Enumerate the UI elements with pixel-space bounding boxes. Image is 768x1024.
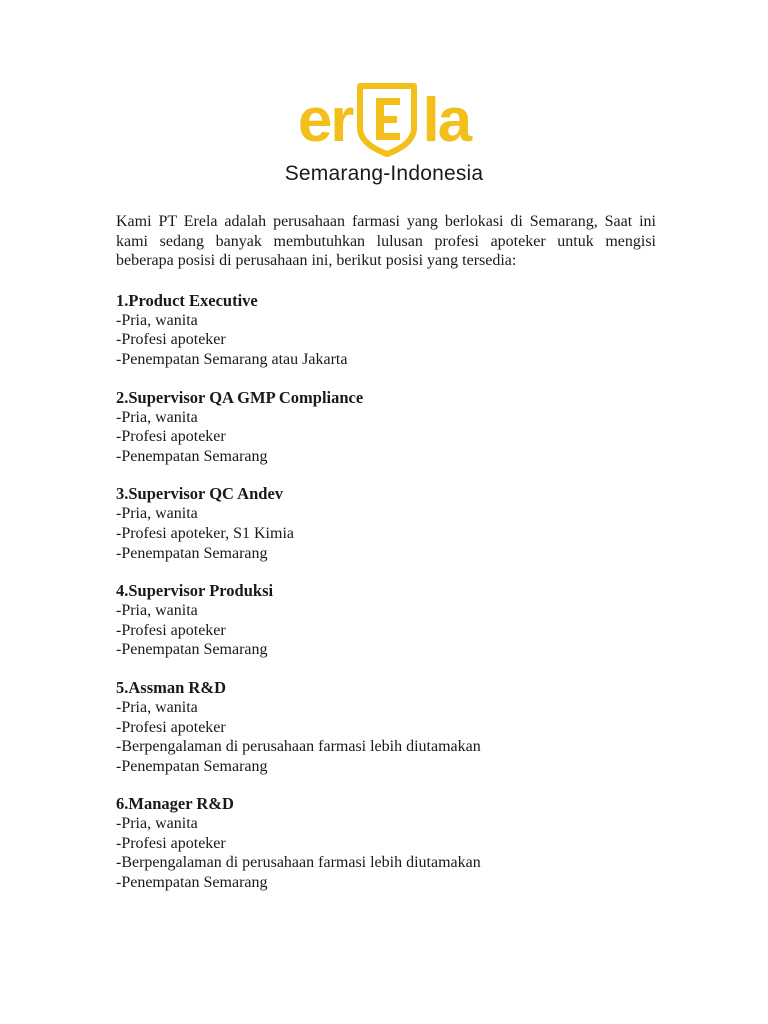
job-requirement: -Profesi apoteker	[116, 621, 226, 639]
job-requirement: -Berpengalaman di perusahaan farmasi lebih diutamakan	[116, 854, 481, 872]
document-body	[116, 212, 656, 911]
job-item	[116, 581, 656, 660]
job-requirement: -Profesi apoteker	[116, 428, 226, 446]
job-requirement: -Berpengalaman di perusahaan farmasi lebih diutamakan	[116, 738, 481, 756]
job-title: 1.Product Executive	[116, 290, 258, 310]
logo-text-right: la	[422, 86, 471, 155]
job-requirement: -Pria, wanita	[116, 698, 198, 716]
job-requirement: -Pria, wanita	[116, 602, 198, 620]
job-requirement: -Profesi apoteker	[116, 834, 226, 852]
logo-text-left: er	[297, 86, 353, 155]
job-requirement: -Penempatan Semarang	[116, 757, 268, 775]
job-requirement: -Pria, wanita	[116, 815, 198, 833]
intro-paragraph: Kami PT Erela adalah perusahaan farmasi yang berlokasi di Semarang, Saat ini kami sedang banyak membutuhkan lulusan profesi apoteker untuk mengisi beberapa posisi di perusahaan ini, berikut posisi yang tersedia:	[116, 213, 656, 270]
company-tagline: Semarang-Indonesia	[284, 162, 484, 185]
job-requirement: -Penempatan Semarang	[116, 641, 268, 659]
logo-block	[0, 82, 768, 186]
job-item	[116, 678, 656, 776]
company-logo	[285, 82, 484, 186]
job-title: 3.Supervisor QC Andev	[116, 484, 284, 504]
job-requirement: -Penempatan Semarang	[116, 874, 268, 892]
job-title: 2.Supervisor QA GMP Compliance	[116, 387, 364, 407]
job-requirement: -Penempatan Semarang	[116, 447, 268, 465]
job-list	[116, 291, 656, 893]
job-requirement: -Profesi apoteker	[116, 331, 226, 349]
job-requirement: -Pria, wanita	[116, 408, 198, 426]
job-requirement: -Profesi apoteker	[116, 718, 226, 736]
job-requirement: -Penempatan Semarang atau Jakarta	[116, 350, 348, 368]
job-requirement: -Profesi apoteker, S1 Kimia	[116, 524, 294, 542]
shield-e-icon	[356, 82, 418, 158]
job-item	[116, 388, 656, 467]
job-title: 5.Assman R&D	[116, 677, 227, 697]
job-requirement: -Pria, wanita	[116, 505, 198, 523]
job-requirement: -Penempatan Semarang	[116, 544, 268, 562]
job-item	[116, 291, 656, 370]
job-requirement: -Pria, wanita	[116, 311, 198, 329]
job-item	[116, 484, 656, 563]
job-title: 4.Supervisor Produksi	[116, 581, 274, 601]
job-item	[116, 794, 656, 892]
job-title: 6.Manager R&D	[116, 794, 234, 814]
